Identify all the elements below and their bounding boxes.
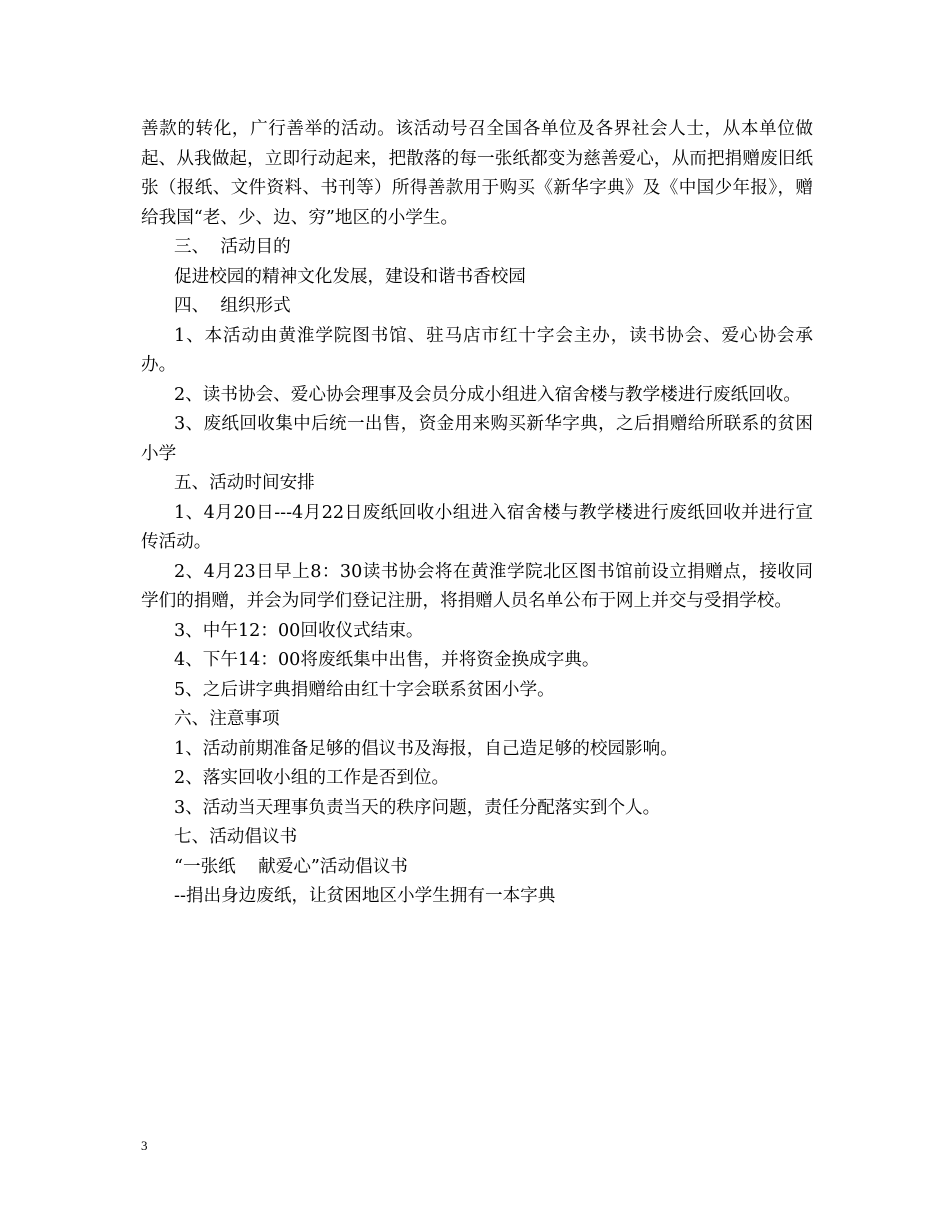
list-item: 2、落实回收小组的工作是否到位。	[174, 768, 450, 788]
list-item: 3、废纸回收集中后统一出售，资金用来购买新华字典，之后捐赠给所联系的贫困小学	[141, 414, 813, 464]
section-heading-organization-form: 四、 组织形式	[174, 296, 291, 316]
section-heading-schedule: 五、活动时间安排	[174, 473, 315, 493]
list-item: 3、活动当天理事负责当天的秩序问题，责任分配落实到个人。	[174, 797, 661, 818]
list-item: 5、之后讲字典捐赠给由红十字会联系贫困小学。	[174, 679, 555, 700]
paragraph-continuation: 善款的转化，广行善举的活动。该活动号召全国各单位及各界社会人士，从本单位做起、从我做起，立即行动起来，把散落的每一张纸都变为慈善爱心，从而把捐赠废旧纸张（报纸、文件资料、书刊等）所得善款用于购买《新华字典》及《中国少年报》，赠给我国“老、少、边、穷”地区的小学生。	[141, 119, 813, 228]
list-item: 1、活动前期准备足够的倡议书及海报，自己造足够的校园影响。	[174, 738, 678, 759]
page-number: 3	[141, 1138, 148, 1153]
list-item: 1、本活动由黄淮学院图书馆、驻马店市红十字会主办，读书协会、爱心协会承办。	[141, 325, 813, 375]
section-heading-activity-purpose: 三、 活动目的	[174, 237, 291, 257]
document-body	[141, 115, 813, 912]
list-item: 1、4月20日---4月22日废纸回收小组进入宿舍楼与教学楼进行废纸回收并进行宣传活动。	[141, 502, 813, 552]
list-item: 3、中午12：00回收仪式结束。	[174, 620, 424, 641]
paragraph: 促进校园的精神文化发展，建设和谐书香校园	[174, 266, 526, 287]
list-item: 2、4月23日早上8：30读书协会将在黄淮学院北区图书馆前设立捐赠点，接收同学们的捐赠，并会为同学们登记注册，将捐赠人员名单公布于网上并交与受捐学校。	[141, 561, 813, 611]
section-heading-proposal: 七、活动倡议书	[174, 827, 298, 847]
proposal-title: “一张纸 献爱心”活动倡议书	[174, 856, 408, 877]
list-item: 2、读书协会、爱心协会理事及会员分成小组进入宿舍楼与教学楼进行废纸回收。	[174, 384, 801, 405]
list-item: 4、下午14：00将废纸集中出售，并将资金换成字典。	[174, 650, 600, 670]
section-heading-notes: 六、注意事项	[174, 709, 280, 729]
proposal-subtitle: --捐出身边废纸，让贫困地区小学生拥有一本字典	[174, 886, 556, 906]
